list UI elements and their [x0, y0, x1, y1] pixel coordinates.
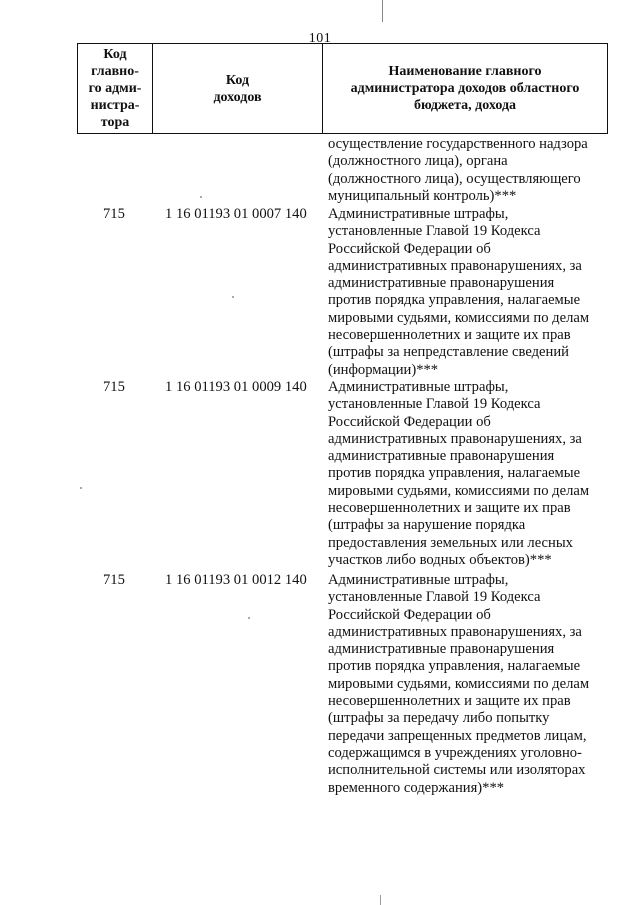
income-name-cell: Административные штрафы, установленные Главой 19 Кодекса Российской Федерации об административных правонарушениях, за административные правонарушения против порядка управления, налагаемые мировыми судьями, комиссиями по делам несовершеннолетних и защите их прав (штрафы за нарушение порядка предоставления земельных или лесных участков либо водных объектов)***	[328, 379, 590, 568]
income-code-cell: 1 16 01193 01 0012 140	[165, 572, 307, 588]
header-name	[323, 44, 607, 133]
scan-speck	[248, 617, 250, 619]
scan-artifact-bottom	[380, 895, 381, 905]
table-header	[77, 43, 608, 134]
header-income-code	[153, 44, 323, 133]
header-admin-code-label: Код главно- го адми- нистра- тора	[88, 47, 142, 130]
scan-speck	[80, 487, 82, 489]
admin-code-cell: 715	[103, 379, 125, 395]
scan-speck	[232, 296, 234, 298]
scan-artifact-top	[382, 0, 383, 22]
scan-speck	[200, 196, 202, 198]
page-number: 101	[308, 31, 332, 46]
income-code-cell: 1 16 01193 01 0009 140	[165, 379, 307, 395]
header-name-label: Наименование главного администратора доходов областного бюджета, дохода	[350, 64, 580, 113]
header-income-code-label: Код доходов	[213, 72, 262, 105]
income-name-cell: Административные штрафы, установленные Главой 19 Кодекса Российской Федерации об административных правонарушениях, за административные правонарушения против порядка управления, налагаемые мировыми судьями, комиссиями по делам несовершеннолетних и защите их прав (штрафы за передачу либо попытку передачи запрещенных предметов лицам, содержащимся в учреждениях уголовно- исполнительной системы или изоляторах временного содержания)***	[328, 572, 590, 796]
income-name-cell: Административные штрафы, установленные Главой 19 Кодекса Российской Федерации об административных правонарушениях, за административные правонарушения против порядка управления, налагаемые мировыми судьями, комиссиями по делам несовершеннолетних и защите их прав (штрафы за непредставление сведений (информации)***	[328, 206, 590, 378]
admin-code-cell: 715	[103, 572, 125, 588]
continued-text: осуществление государственного надзора (должностного лица), органа (должностного лица), осуществляющего муниципальный контроль)***	[328, 136, 588, 204]
admin-code-cell: 715	[103, 206, 125, 222]
income-code-cell: 1 16 01193 01 0007 140	[165, 206, 307, 222]
header-admin-code	[78, 44, 153, 133]
